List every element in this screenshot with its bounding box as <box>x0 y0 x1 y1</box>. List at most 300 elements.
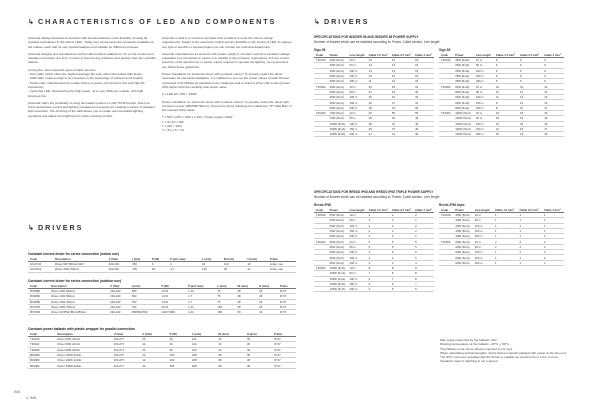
table-cell: 10 m <box>348 110 367 115</box>
table-cell: B41981 <box>28 363 55 368</box>
table-cell: 1 <box>542 223 564 228</box>
code-cell: T40203 <box>439 110 453 115</box>
table-cell: 1 <box>542 218 564 223</box>
table-cell: 1 <box>542 213 564 218</box>
table-cell: 31 <box>390 95 413 100</box>
table-cell: 19 <box>542 116 564 121</box>
table-header-row <box>314 53 434 58</box>
table-cell: 24 <box>140 363 167 368</box>
table-cell: 31 <box>390 132 413 137</box>
column-header: Cable 2.5 mm² <box>390 53 413 58</box>
calc-block <box>162 115 292 132</box>
table-cell: 14 W <box>160 294 187 299</box>
table-cell: 14 W <box>160 289 187 294</box>
table-cell: 60W (6mA) <box>453 260 472 265</box>
table-cell: 5 <box>494 79 518 84</box>
table-cell: 50 m <box>474 116 494 121</box>
table-cell: 2 <box>542 239 564 244</box>
table-cell: 100W (6mA) <box>328 132 348 137</box>
drivers-title-text: DRIVERS <box>324 17 370 26</box>
table-cell: 6 <box>518 73 542 78</box>
table-cell: 33 <box>257 310 278 315</box>
table-cell: 38 <box>367 121 390 126</box>
table-cell: 68 <box>216 363 245 368</box>
page-number: 944 <box>14 390 20 394</box>
table-cell: 60W (6mA) <box>328 100 348 105</box>
table-cell: 20W (6mA) <box>328 58 348 63</box>
section-title-drivers-2 <box>28 223 83 232</box>
arrow-icon: ↳ <box>26 396 30 400</box>
table-cell: 4 <box>367 287 390 292</box>
table-cell: 60W (6mA) <box>328 89 348 94</box>
table-header-row <box>439 208 564 213</box>
table-cell: 26 <box>367 95 390 100</box>
table-cell: 8 <box>413 276 434 281</box>
list-item: - SMD LED, small enough to be mounted on the technology of printed circuit boards; <box>28 76 144 81</box>
table-cell: 6 <box>367 276 390 281</box>
table-cell: 100-277 <box>112 358 141 363</box>
note-line: Insulation class II. Earthing is not required. <box>440 359 499 364</box>
table-cell: 6 <box>494 68 518 73</box>
table-cell: 50 m <box>348 63 367 68</box>
column-header: V (Vac) <box>112 332 141 337</box>
table-cell: 25 <box>257 299 278 304</box>
table-cell: BV2884 <box>28 299 49 304</box>
table-cell: 6 <box>413 287 434 292</box>
table-cell: 5 <box>390 244 413 249</box>
table-cell: 100 m <box>474 121 494 126</box>
table-title-cc: Constant current driver for series connection (indoor use) <box>28 252 119 256</box>
table-cell: 13 <box>367 63 390 68</box>
table-cell: 5 <box>413 239 434 244</box>
table-cell: 15 <box>413 79 434 84</box>
table-cell: 200 m <box>348 79 367 84</box>
table-cell: 13 <box>518 132 542 137</box>
table-cell: 100W (6mA) <box>453 126 474 131</box>
table-cell: 5 <box>413 255 434 260</box>
table-cell: 7 <box>413 281 434 286</box>
table-cell: 13 <box>367 68 390 73</box>
column-header: Cable 1.5 mm² <box>494 53 518 58</box>
table-cell: 50 m <box>473 218 493 223</box>
table-cell: 5 <box>367 281 390 286</box>
spec2-right-wrap <box>439 208 564 266</box>
table-cell: Driver 30W 700mA <box>49 304 108 309</box>
table-cell: 19 <box>542 121 564 126</box>
column-header: Code <box>439 53 453 58</box>
notes-block <box>440 338 580 364</box>
table-cell: Driver 6W 350mA 10W <box>53 262 107 267</box>
table-cell: 60W (6mA) <box>453 244 472 249</box>
table-cell: 6 <box>494 63 518 68</box>
table-cell: 18 <box>518 121 542 126</box>
table-cell: 150 m <box>474 100 494 105</box>
table-cell: 60 <box>168 347 190 352</box>
cv-table-wrap <box>28 332 296 369</box>
table-cell: 4 <box>168 262 200 267</box>
table-cell: 5 <box>390 239 413 244</box>
table-cell: 4 <box>367 250 390 255</box>
table-cell: 25W (6mA) <box>328 79 348 84</box>
column-header: Line length <box>348 208 367 213</box>
table-cell: 4 <box>390 255 413 260</box>
table-cell: 12 <box>542 89 564 94</box>
table-cell: 12 <box>542 100 564 105</box>
table-cell: 25W (6mA) <box>328 213 348 218</box>
table-cell: 10 <box>518 105 542 110</box>
table-cell: IP 67 <box>272 363 296 368</box>
column-header: Cable 2.5 mm² <box>517 208 542 213</box>
table-cell: 10 m <box>474 58 494 63</box>
table-cell: 100 m <box>348 121 367 126</box>
column-header: Power <box>453 53 474 58</box>
calc-line: T x (W) = 20% <box>162 124 182 129</box>
table-cell: 100W (6mA) <box>453 132 474 137</box>
table-cell: 38 <box>236 289 258 294</box>
table-cell: 220-240 <box>108 310 130 315</box>
table-cell: 100-277 <box>112 363 141 368</box>
table-cell: 40 <box>216 337 245 342</box>
table-cell: 20 <box>168 337 190 342</box>
spec2-left-wrap <box>314 208 434 292</box>
arrow-icon: ↳ <box>314 17 321 26</box>
table-cell: 20 <box>150 267 168 272</box>
table-cell: 2 <box>367 228 390 233</box>
table-cell: FA17046 <box>28 262 53 267</box>
column-header: Cable 1.5 mm² <box>367 208 390 213</box>
column-header: Line length <box>348 53 367 58</box>
table-cell: 12 <box>494 84 518 89</box>
table-cell: 13 <box>367 73 390 78</box>
column-header: P (W) <box>150 257 168 262</box>
table-cell: 12 <box>518 89 542 94</box>
table-cell: 2 <box>390 213 413 218</box>
spec-right-heading: Sign 88 <box>439 48 451 52</box>
note-line: When calculating sections/lengths, all the fixtures should supplied with power at the line end. <box>440 350 567 355</box>
table-cell: 18 <box>494 116 518 121</box>
column-header: P (mA max) <box>186 284 215 289</box>
table-cell: 150 m <box>473 255 493 260</box>
code-cell: T40023 <box>314 84 328 89</box>
table-cell: 33 <box>390 89 413 94</box>
table-cell: 150 m <box>348 228 367 233</box>
table-cell: IP 67 <box>272 352 296 357</box>
table-cell: 2 <box>517 244 542 249</box>
spec2-right-heading: Reeds IP68 triple <box>439 203 465 207</box>
table-cell: 200 m <box>348 287 367 292</box>
column-header: Cable 4 mm² <box>542 53 564 58</box>
code-cell: T40203 <box>439 239 453 244</box>
table-cell: 31 <box>413 100 434 105</box>
table-cell: 19 <box>518 116 542 121</box>
intro-paragraph: Power calculation for electronic driver with constant current: To properly select the driver with constant current (350/500/700mA), choose the driver following the indications "NT LED Max" in the relevant driver table. <box>162 99 292 113</box>
table-cell: 10 m <box>473 239 493 244</box>
table-cell: 2 <box>367 213 390 218</box>
column-header: W (mm) <box>222 257 246 262</box>
table-cell: 38 <box>236 304 258 309</box>
intro-column-2 <box>162 36 292 136</box>
intro-paragraph: Artemide offers the possibility of using dimmable systems (1-10V, PUSH button, DALI) on home automation control and lighting management systems for creating a variety of pleasant light scenarios. The dimming of the LED allows you to create user-controlled lighting scenarios and adjust the brightness for better viewing comfort. <box>28 100 155 118</box>
table-cell: T40009 <box>28 347 55 352</box>
column-header: P Box <box>268 257 296 262</box>
table-cell: 6 <box>494 73 518 78</box>
table-cell: 12 <box>494 89 518 94</box>
table-cell: 19 <box>245 262 268 267</box>
table-cell: 2 <box>390 218 413 223</box>
table-cell: Driver 100W 24Vdc <box>55 352 112 357</box>
table-cell: 100 <box>168 352 190 357</box>
table-cell: 24 <box>140 352 167 357</box>
table-cell: 1 <box>517 213 542 218</box>
note-line: Working temperature of the ballasts: -25°C + 50°C. <box>440 342 510 347</box>
table-cell: 12 <box>390 79 413 84</box>
table-cell: 60W (6mA) <box>453 250 472 255</box>
table-cell: 12 <box>542 95 564 100</box>
table-cell: 125 <box>215 304 235 309</box>
table-cell: 6 <box>518 79 542 84</box>
intro-paragraph: Artemide is able to a customer and take their products to meet the various design requirements, thanks to the electronic control and the flexibility in the choice of LED, to support any type of specific or special project you can contact our technical department. <box>162 36 292 49</box>
table-cell: 5 <box>367 244 390 249</box>
table-cell: 1 <box>517 255 542 260</box>
table-cell: 15 <box>542 132 564 137</box>
table-cell: 350/500/700 <box>130 310 160 315</box>
code-cell: T40203 <box>314 110 328 115</box>
table-cell: 7 <box>367 271 390 276</box>
column-header: P Box <box>278 284 296 289</box>
column-header: Cable 4 mm² <box>413 53 434 58</box>
column-header: I (mA) <box>130 284 160 289</box>
table-cell: 50 m <box>348 271 367 276</box>
column-header: P (W) <box>168 332 190 337</box>
table-cell: 10 m <box>348 239 367 244</box>
calc-line: T x 5W x 20% = 20% x 1.2W = Power supply 120W <box>162 115 233 120</box>
table-cell: 60W (6mA) <box>328 239 348 244</box>
table-cell: 6 <box>494 58 518 63</box>
table-cell: 100 m <box>473 250 493 255</box>
section-title-led <box>28 17 276 26</box>
table-cell: 2 <box>542 255 564 260</box>
table-cell: 50 m <box>474 89 494 94</box>
table-cell: 700 <box>130 267 150 272</box>
table-cell: 100 m <box>474 95 494 100</box>
column-header: H (mm) <box>245 332 272 337</box>
table-cell: 25W (6mA) <box>453 73 474 78</box>
column-header: V (Vac) <box>108 284 130 289</box>
table-cell: 50 m <box>348 89 367 94</box>
table-cell: 238 <box>190 352 217 357</box>
table-cell: 100 m <box>348 68 367 73</box>
intro-paragraph: Artemide designs and manufactures all the LED products adapted to run on the product and operate in precisely one time, in order to prevent any problems and quickly meet any possible defects. <box>28 51 156 65</box>
cc-table-wrap <box>28 257 296 273</box>
table-cell: 22 <box>200 262 222 267</box>
column-header: L (mm) <box>190 332 217 337</box>
table-cell: 70W (6mA) <box>328 116 348 121</box>
table-cell: 60W (6mA) <box>328 95 348 100</box>
column-header: P (mA max) <box>168 257 200 262</box>
table-cell: 350 <box>130 289 160 294</box>
table-cell: IP 67 <box>278 294 296 299</box>
table-cell: 30 <box>245 337 272 342</box>
table-cell: 6 <box>542 63 564 68</box>
table-cell: 6 <box>390 281 413 286</box>
column-header: Code <box>28 332 55 337</box>
code-cell <box>439 132 453 137</box>
table-cell: 30 <box>245 347 272 352</box>
table-cell: 200 m <box>348 234 367 239</box>
column-header: Cable 2.5 mm² <box>390 208 413 213</box>
table-cell: 25 <box>257 294 278 299</box>
table-cell: 8 <box>494 105 518 110</box>
table-header-row <box>439 53 564 58</box>
table-cell: 10 m <box>348 84 367 89</box>
table-cell: 15 <box>413 73 434 78</box>
code-cell: T40019 <box>439 58 453 63</box>
column-header: V (Vac) <box>107 257 131 262</box>
table-cell: 1-7 <box>186 294 215 299</box>
table-cell: 1-10 <box>186 289 215 294</box>
table-cell: 2 <box>493 239 518 244</box>
cv-table <box>28 332 296 369</box>
table-cell: 150 m <box>348 100 367 105</box>
table-cell: 68 <box>216 352 245 357</box>
table-cell: 21 <box>245 267 268 272</box>
table-cell: 220-240 <box>108 294 130 299</box>
spec2-title: SPECIFICATIONS FOR RREDS IP68 AND RREDS IP68 TRIPLE POWER SUPPLY <box>314 190 434 194</box>
table-cell: 2 <box>390 228 413 233</box>
table-cell: 10 m <box>474 84 494 89</box>
table-cell: 7 <box>390 276 413 281</box>
calc-example: 2 x LED 20 x 5W = 100W <box>162 92 197 97</box>
table-cell: 10 <box>494 132 518 137</box>
code-cell: T40019 <box>314 58 328 63</box>
arrow-icon: ↳ <box>28 223 35 232</box>
table-cell: 150 m <box>348 255 367 260</box>
table-cell: 60W (6mA) <box>453 239 472 244</box>
cco-table <box>28 284 296 315</box>
note-line: The ballasts must not be directly exposed to UV rays. <box>440 346 514 351</box>
table-cell: 2 <box>413 213 434 218</box>
table-cell: 100W (6mA) <box>328 276 348 281</box>
table-cell: 2 <box>390 223 413 228</box>
table-cell: IP 67 <box>278 310 296 315</box>
table-cell: 60W (6mA) <box>453 105 474 110</box>
led-types-list <box>28 72 156 98</box>
table-cell: 25W (6mA) <box>453 58 474 63</box>
table-cell: 4 <box>367 255 390 260</box>
table-cell: 12 <box>494 126 518 131</box>
code-cell <box>314 287 328 292</box>
intro-list-title: Among the most important types of LED used are: <box>28 67 97 72</box>
table-cell: 1 <box>517 228 542 233</box>
table-cell: IP 67 <box>272 342 296 347</box>
table-cell: 5 <box>367 239 390 244</box>
table-cell: Driver 14W 350mA <box>49 289 108 294</box>
table-cell: 6 <box>150 262 168 267</box>
table-cell: 21 <box>367 132 390 137</box>
column-header: Cable 2.5 mm² <box>518 53 542 58</box>
column-header: V (Vdc) <box>140 332 167 337</box>
table-cell: 15 <box>413 68 434 73</box>
column-header: Description <box>55 332 112 337</box>
table-cell: 25W (6mA) <box>328 68 348 73</box>
intro-column-1 <box>28 36 156 121</box>
column-header: Description <box>53 257 107 262</box>
table-cell: 2.7 <box>168 267 200 272</box>
cc-table <box>28 257 296 273</box>
code-cell: T40019 <box>439 213 453 218</box>
table-cell: 238 <box>190 358 217 363</box>
intro-paragraph: Artemide manufactures its products with power supply in constant current or constant voltage, equivalent to a connection in series or in parallel to the products, respectively. For the correct selection of the transformer or power supply required to operate the lighting, we recommend you follow these guidelines: <box>162 51 291 69</box>
table-cell: 50 m <box>473 244 493 249</box>
table-cell: 14 W <box>160 299 187 304</box>
table-cell: 45 <box>367 116 390 121</box>
table-cell: 10 m <box>474 110 494 115</box>
table-cell: 75 <box>215 289 235 294</box>
spec2-subtitle: Number of fixtures which can be installed according to: Power, Cable section, Line length <box>314 195 440 199</box>
table-cell: 100 m <box>348 223 367 228</box>
table-cell: 10 m <box>348 265 367 270</box>
table-row <box>314 287 434 292</box>
table-row <box>439 260 564 265</box>
table-cell: 40W (6mA) <box>453 213 472 218</box>
table-cell: 15 <box>413 63 434 68</box>
intro-paragraph: Artemide always develops its products with special attention to the flexibility of using all possible innovations in the field of LEDs. Today, key components are constantly available on the market, each with its own special features and suitable for different purposes. <box>28 36 155 49</box>
intro-paragraph: Power calculation for electronic driver with constant current: To properly select the driver necessary for electrical installation, it is sufficient to sum up the power values of each fixtures expressed in W (Watts) as indicated in the catalogue and to select a driver with a rated power 20% higher than the resulting total power value. <box>162 72 290 89</box>
table-cell: 100 <box>168 358 190 363</box>
table-cell: 1 <box>493 234 518 239</box>
table-cell: IP 67 <box>272 358 296 363</box>
table-cell: 9 <box>494 100 518 105</box>
table-cell: 26 <box>367 126 390 131</box>
table-cell: 100 m <box>348 276 367 281</box>
column-header: Power <box>328 53 348 58</box>
table-cell: BV2880 <box>28 289 49 294</box>
table-row <box>314 132 434 137</box>
table-cell: 39 <box>222 267 246 272</box>
table-cell: 33 <box>390 84 413 89</box>
table-cell: 1 <box>542 234 564 239</box>
table-cell: 200 m <box>474 79 494 84</box>
table-cell: 25W (6mA) <box>328 218 348 223</box>
table-cell: 15 <box>494 121 518 126</box>
column-header: Cable 1.5 mm² <box>493 208 518 213</box>
code-cell: T40203 <box>314 265 328 270</box>
table-cell: 8 <box>390 271 413 276</box>
table-cell: 27 <box>390 100 413 105</box>
table-row <box>439 132 564 137</box>
table-cell: 60W (6mA) <box>328 260 348 265</box>
table-cell: 6 <box>542 79 564 84</box>
table-cell: 25W (6mA) <box>328 223 348 228</box>
code-cell: T40203 <box>314 239 328 244</box>
table-cell: Driver 14W 700mA <box>49 299 108 304</box>
table-cell: 200 m <box>474 132 494 137</box>
table-cell: 55 <box>390 110 413 115</box>
table-cell: BV2882 <box>28 294 49 299</box>
table-cell: 110 <box>190 337 217 342</box>
spec-left-wrap <box>314 53 434 137</box>
table-cell: 2 <box>542 250 564 255</box>
column-header: Code <box>28 284 49 289</box>
list-item: - multi-chip LED, characterised by high power, up to over 20W per module, with high luminous flux. <box>28 89 144 98</box>
table-cell: B41508 <box>28 352 55 357</box>
table-cell: 24 <box>140 347 167 352</box>
led-title-text: CHARACTERISTICS OF LED AND COMPONENTS <box>38 17 277 26</box>
column-header: L (mm) <box>200 257 222 262</box>
table-cell: 41 <box>216 347 245 352</box>
table-cell: 60W (6mA) <box>328 255 348 260</box>
table-cell: 2 <box>367 234 390 239</box>
